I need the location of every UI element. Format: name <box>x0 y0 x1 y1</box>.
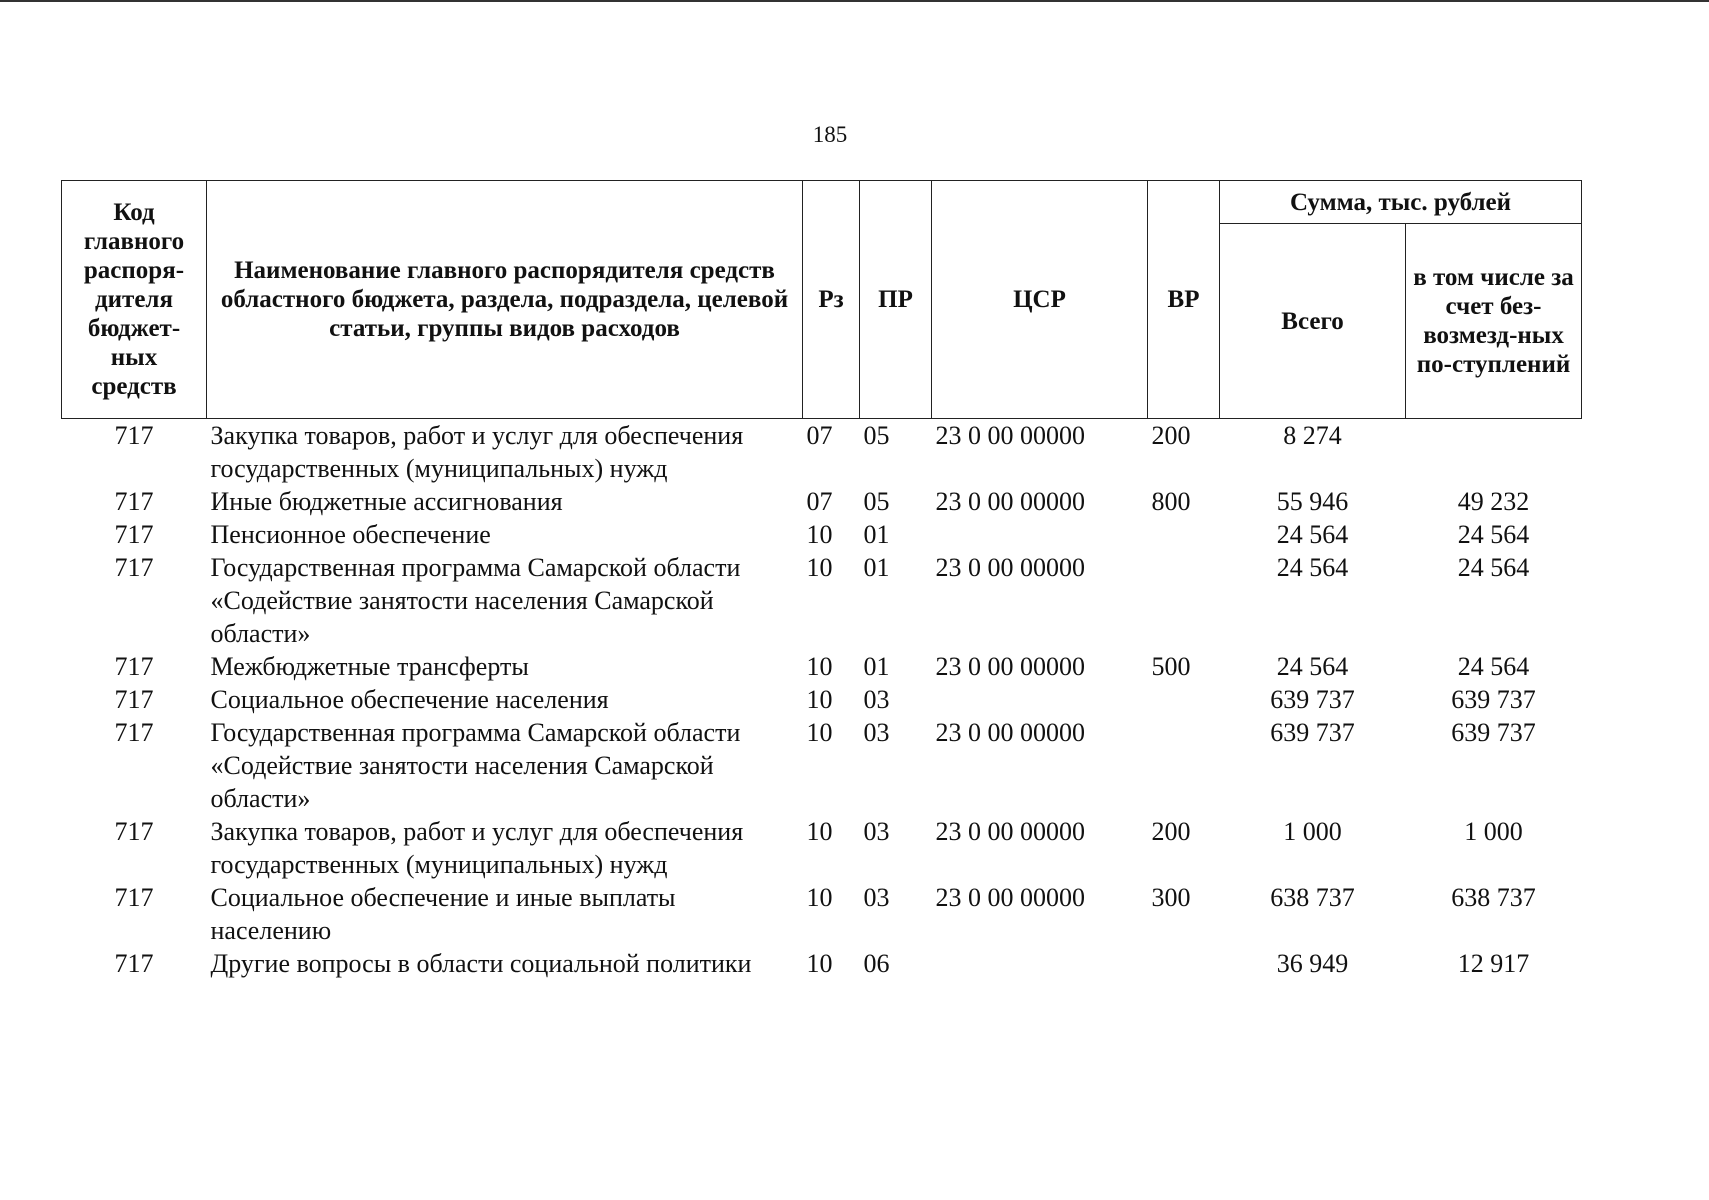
cell-free: 639 737 <box>1451 718 1536 747</box>
table-header <box>62 181 1582 419</box>
cell-free: 1 000 <box>1464 817 1523 846</box>
cell-total: 36 949 <box>1276 949 1349 978</box>
cell-csr <box>932 947 1148 980</box>
cell-vr: 200 <box>1151 421 1191 450</box>
cell-rz: 10 <box>806 883 833 912</box>
cell-vr: 500 <box>1151 652 1191 681</box>
cell-pr: 03 <box>863 718 890 747</box>
cell-total: 24 564 <box>1276 652 1349 681</box>
header-csr: ЦСР <box>932 181 1148 419</box>
header-total: Всего <box>1220 224 1406 419</box>
cell-name: Закупка товаров, работ и услуг для обеспечения государственных (муниципальных) нужд <box>210 421 744 483</box>
cell-code: 717 <box>114 685 154 714</box>
cell-total: 8 274 <box>1283 421 1342 450</box>
cell-name: Государственная программа Самарской области «Содействие занятости населения Самарской области» <box>210 553 741 648</box>
cell-total: 55 946 <box>1276 487 1349 516</box>
cell-csr: 23 0 00 00000 <box>935 652 1085 681</box>
cell-pr: 06 <box>863 949 890 978</box>
cell-vr: 300 <box>1151 883 1191 912</box>
cell-free <box>1406 419 1582 486</box>
cell-total: 1 000 <box>1283 817 1342 846</box>
cell-rz: 10 <box>806 718 833 747</box>
table-row <box>62 683 1582 716</box>
cell-vr <box>1148 947 1220 980</box>
cell-free: 639 737 <box>1451 685 1536 714</box>
cell-pr: 01 <box>863 520 890 549</box>
cell-code: 717 <box>114 883 154 912</box>
cell-total: 639 737 <box>1270 685 1355 714</box>
cell-csr: 23 0 00 00000 <box>935 421 1085 450</box>
cell-code: 717 <box>114 421 154 450</box>
cell-code: 717 <box>114 718 154 747</box>
cell-name: Социальное обеспечение населения <box>210 685 609 714</box>
cell-csr: 23 0 00 00000 <box>935 718 1085 747</box>
table-row <box>62 551 1582 650</box>
cell-total: 24 564 <box>1276 553 1349 582</box>
cell-rz: 10 <box>806 520 833 549</box>
table-body <box>62 419 1582 981</box>
cell-name: Пенсионное обеспечение <box>210 520 491 549</box>
table-row <box>62 518 1582 551</box>
cell-pr: 01 <box>863 553 890 582</box>
cell-name: Социальное обеспечение и иные выплаты населению <box>210 883 676 945</box>
cell-name: Закупка товаров, работ и услуг для обеспечения государственных (муниципальных) нужд <box>210 817 744 879</box>
cell-name: Другие вопросы в области социальной политики <box>210 949 752 978</box>
table-row <box>62 881 1582 947</box>
cell-free: 49 232 <box>1457 487 1530 516</box>
cell-pr: 03 <box>863 883 890 912</box>
header-free: в том числе за счет без-возмезд-ных по-ступлений <box>1406 224 1582 419</box>
cell-vr <box>1148 551 1220 650</box>
cell-vr: 800 <box>1151 487 1191 516</box>
cell-name: Государственная программа Самарской области «Содействие занятости населения Самарской области» <box>210 718 741 813</box>
cell-rz: 10 <box>806 553 833 582</box>
cell-total: 24 564 <box>1276 520 1349 549</box>
table-row <box>62 947 1582 980</box>
cell-pr: 03 <box>863 817 890 846</box>
cell-pr: 05 <box>863 487 890 516</box>
cell-csr: 23 0 00 00000 <box>935 817 1085 846</box>
cell-csr <box>932 683 1148 716</box>
cell-code: 717 <box>114 553 154 582</box>
cell-name: Иные бюджетные ассигнования <box>210 487 563 516</box>
table-row <box>62 650 1582 683</box>
cell-free: 24 564 <box>1457 652 1530 681</box>
table-row <box>62 485 1582 518</box>
cell-csr: 23 0 00 00000 <box>935 883 1085 912</box>
cell-rz: 07 <box>806 421 833 450</box>
cell-total: 639 737 <box>1270 718 1355 747</box>
cell-name: Межбюджетные трансферты <box>210 652 529 681</box>
cell-rz: 10 <box>806 949 833 978</box>
cell-code: 717 <box>114 817 154 846</box>
table-row <box>62 815 1582 881</box>
cell-free: 638 737 <box>1451 883 1536 912</box>
header-pr: ПР <box>860 181 932 419</box>
cell-free: 12 917 <box>1457 949 1530 978</box>
cell-free: 24 564 <box>1457 520 1530 549</box>
header-rz: Рз <box>803 181 860 419</box>
top-border-line <box>0 0 1709 2</box>
cell-code: 717 <box>114 487 154 516</box>
cell-csr: 23 0 00 00000 <box>935 553 1085 582</box>
cell-free: 24 564 <box>1457 553 1530 582</box>
header-code: Код главного распоря-дителя бюджет-ных средств <box>62 181 207 419</box>
page-number: 185 <box>812 122 848 147</box>
cell-pr: 01 <box>863 652 890 681</box>
cell-vr <box>1148 716 1220 815</box>
header-name: Наименование главного распорядителя средств областного бюджета, раздела, подраздела, целевой статьи, группы видов расходов <box>207 181 803 419</box>
cell-rz: 10 <box>806 817 833 846</box>
cell-vr <box>1148 683 1220 716</box>
cell-code: 717 <box>114 520 154 549</box>
cell-code: 717 <box>114 652 154 681</box>
cell-csr: 23 0 00 00000 <box>935 487 1085 516</box>
cell-rz: 10 <box>806 652 833 681</box>
cell-total: 638 737 <box>1270 883 1355 912</box>
cell-vr <box>1148 518 1220 551</box>
cell-code: 717 <box>114 949 154 978</box>
header-vr: ВР <box>1148 181 1220 419</box>
cell-vr: 200 <box>1151 817 1191 846</box>
header-sum-group: Сумма, тыс. рублей <box>1220 181 1582 224</box>
budget-table <box>61 180 1582 980</box>
cell-rz: 10 <box>806 685 833 714</box>
cell-csr <box>932 518 1148 551</box>
cell-pr: 05 <box>863 421 890 450</box>
table-row <box>62 716 1582 815</box>
table-row <box>62 419 1582 486</box>
cell-rz: 07 <box>806 487 833 516</box>
cell-pr: 03 <box>863 685 890 714</box>
